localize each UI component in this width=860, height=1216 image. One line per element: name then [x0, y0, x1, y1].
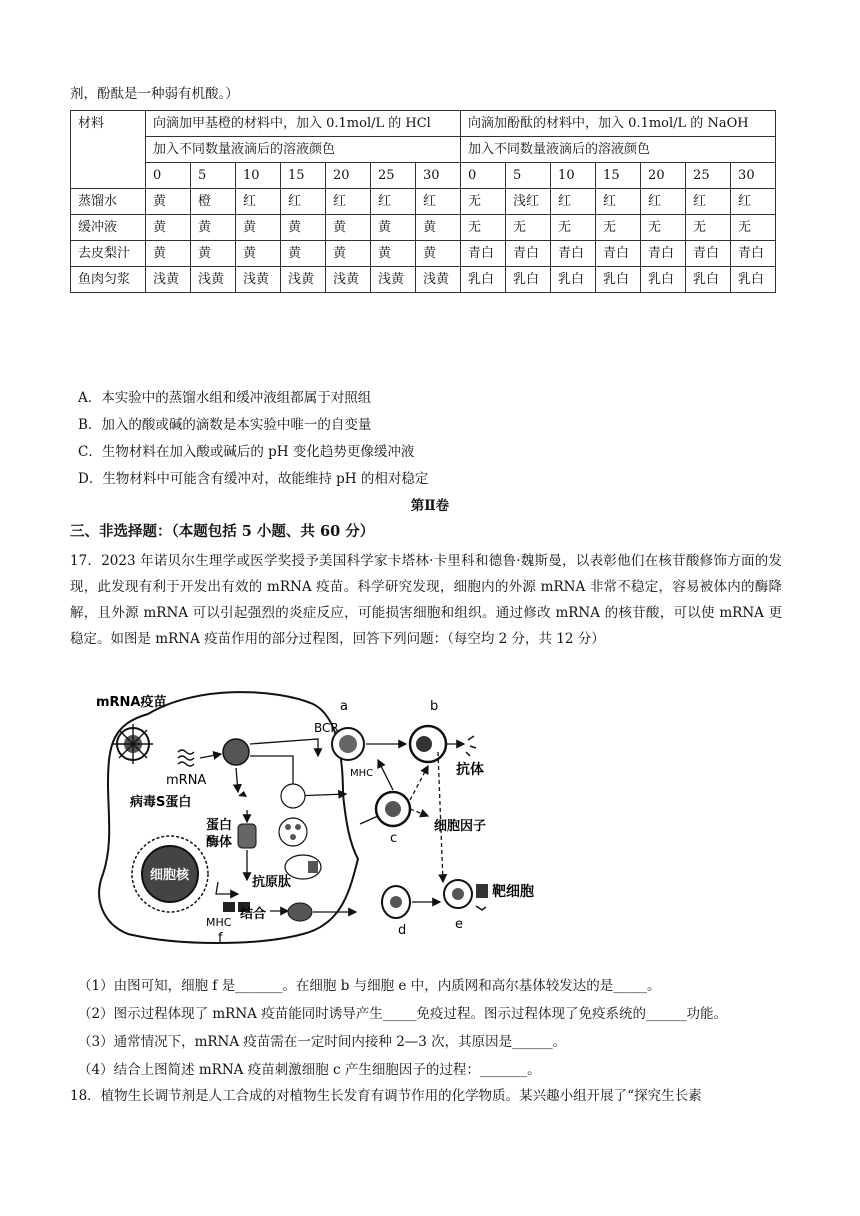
- color-cell: 黄: [416, 241, 461, 267]
- color-cell: 无: [461, 189, 506, 215]
- section-title: 三、非选择题：（本题包括 5 小题、共 60 分）: [70, 523, 375, 540]
- sub-question-3: （3）通常情况下，mRNA 疫苗需在一定时间内接种 2—3 次，其原因是______。: [78, 1034, 567, 1050]
- cytokine-label: 细胞因子: [434, 819, 487, 834]
- antigen-peptide-label: 抗原肽: [252, 875, 292, 890]
- drops-row: [71, 163, 776, 189]
- cell-e-label: e: [455, 917, 463, 932]
- color-cell: 黄: [281, 241, 326, 267]
- drop-count: 0: [146, 163, 191, 189]
- option-a: A．本实验中的蒸馏水组和缓冲液组都属于对照组: [78, 390, 372, 406]
- color-cell: 青白: [731, 241, 776, 267]
- antibody-label: 抗体: [456, 762, 484, 778]
- color-cell: 青白: [686, 241, 731, 267]
- color-cell: 红: [326, 189, 371, 215]
- question-17-text: 17．2023 年诺贝尔生理学或医学奖授予美国科学家卡塔林·卡里科和德鲁·魏斯曼，以表彰他们在核苷酸修饰方面的发现，此发现有利于开发出有效的 mRNA 疫苗。科学研究发现，细胞内的外源 mRNA 非常不稳定，容易被体内的酶降解，且外源 mRNA 可以引起强烈的炎症反应，可能损害细胞和组织。通过修改 mRNA 的核苷酸，可以使 mRNA 更稳定。如图是 mRNA 疫苗作用的部分过程图，回答下列问题：（每空均 2 分，共 12 分）: [70, 553, 782, 647]
- sub-question-2: （2）图示过程体现了 mRNA 疫苗能同时诱导产生_____免疫过程。图示过程体现了免疫系统的______功能。: [78, 1006, 727, 1022]
- question-18-text: 18．植物生长调节剂是人工合成的对植物生长发育有调节作用的化学物质。某兴趣小组开展了“探究生长素: [70, 1088, 702, 1104]
- volume-title: 第Ⅱ卷: [410, 498, 450, 514]
- target-cell: [476, 884, 488, 898]
- color-cell: 黄: [326, 241, 371, 267]
- color-cell: 红: [686, 189, 731, 215]
- color-cell: 无: [461, 215, 506, 241]
- vaccine-particle: [113, 724, 153, 764]
- color-cell: 黄: [416, 215, 461, 241]
- color-cell: 无: [596, 215, 641, 241]
- s-protein-label: 病毒S蛋白: [130, 795, 192, 810]
- intro-line: 剂，酚酞是一种弱有机酸。）: [70, 86, 239, 102]
- color-cell: 乳白: [641, 267, 686, 293]
- color-cell: 无: [506, 215, 551, 241]
- cell-f-label: f: [218, 931, 223, 944]
- table-row: [71, 241, 776, 267]
- color-cell: 无: [641, 215, 686, 241]
- material-header: 材料: [71, 111, 146, 189]
- material-name: 缓冲液: [71, 215, 146, 241]
- color-cell: 乳白: [731, 267, 776, 293]
- color-cell: 红: [236, 189, 281, 215]
- color-cell: 黄: [236, 215, 281, 241]
- vaccine-label: mRNA疫苗: [96, 695, 167, 710]
- table-row: [71, 215, 776, 241]
- group-a-title: 向滴加甲基橙的材料中，加入 0.1mol/L 的 HCl: [146, 111, 461, 137]
- material-name: 蒸馏水: [71, 189, 146, 215]
- drop-count: 30: [416, 163, 461, 189]
- drop-count: 10: [551, 163, 596, 189]
- mhc-label-f: MHC: [206, 916, 232, 929]
- proteasome-label-1: 蛋白: [206, 818, 233, 833]
- drop-count: 5: [506, 163, 551, 189]
- mrna-vaccine-diagram: [88, 684, 618, 944]
- color-cell: 青白: [551, 241, 596, 267]
- color-cell: 红: [551, 189, 596, 215]
- color-cell: 红: [641, 189, 686, 215]
- cell-b-label: b: [430, 699, 439, 714]
- color-cell: 黄: [281, 215, 326, 241]
- drop-count: 20: [641, 163, 686, 189]
- mrna-label: mRNA: [166, 773, 207, 788]
- color-cell: 浅黄: [191, 267, 236, 293]
- group-b-title: 向滴加酚酞的材料中，加入 0.1mol/L 的 NaOH: [461, 111, 776, 137]
- drop-count: 25: [371, 163, 416, 189]
- color-cell: 黄: [371, 241, 416, 267]
- color-cell: 乳白: [686, 267, 731, 293]
- cell-d-label: d: [398, 923, 407, 938]
- bcr-label: BCR: [314, 721, 339, 735]
- drop-count: 10: [236, 163, 281, 189]
- color-cell: 浅黄: [371, 267, 416, 293]
- color-cell: 黄: [191, 241, 236, 267]
- nucleus-label: 细胞核: [150, 868, 190, 883]
- color-cell: 黄: [236, 241, 281, 267]
- target-cell-label: 靶细胞: [492, 884, 534, 900]
- combine-label: 结合: [240, 907, 267, 922]
- indicator-table: [70, 110, 776, 293]
- color-cell: 红: [731, 189, 776, 215]
- proteasome-label-2: 酶体: [206, 835, 233, 850]
- color-cell: 浅黄: [326, 267, 371, 293]
- color-cell: 青白: [461, 241, 506, 267]
- group-b-sub: 加入不同数量液滴后的溶液颜色: [461, 137, 776, 163]
- color-cell: 红: [416, 189, 461, 215]
- color-cell: 黄: [146, 241, 191, 267]
- color-cell: 橙: [191, 189, 236, 215]
- color-cell: 黄: [146, 189, 191, 215]
- option-c: C．生物材料在加入酸或碱后的 pH 变化趋势更像缓冲液: [78, 444, 415, 460]
- drop-count: 25: [686, 163, 731, 189]
- option-d: D．生物材料中可能含有缓冲对，故能维持 pH 的相对稳定: [78, 471, 429, 487]
- color-cell: 青白: [596, 241, 641, 267]
- color-cell: 浅黄: [236, 267, 281, 293]
- sub-question-1: （1）由图可知，细胞 f 是_______。在细胞 b 与细胞 e 中，内质网和高尔基体较发达的是_____。: [78, 978, 661, 994]
- color-cell: 青白: [506, 241, 551, 267]
- drop-count: 30: [731, 163, 776, 189]
- mhc-label-a: MHC: [350, 768, 374, 779]
- drop-count: 15: [281, 163, 326, 189]
- color-cell: 红: [371, 189, 416, 215]
- option-b: B．加入的酸或碱的滴数是本实验中唯一的自变量: [78, 417, 372, 433]
- color-cell: 青白: [641, 241, 686, 267]
- color-cell: 黄: [146, 215, 191, 241]
- color-cell: 无: [686, 215, 731, 241]
- color-cell: 浅黄: [146, 267, 191, 293]
- cell-a-label: a: [340, 699, 348, 714]
- color-cell: 黄: [326, 215, 371, 241]
- color-cell: 黄: [191, 215, 236, 241]
- color-cell: 无: [551, 215, 596, 241]
- color-cell: 黄: [371, 215, 416, 241]
- color-cell: 乳白: [596, 267, 641, 293]
- table-row: [71, 267, 776, 293]
- color-cell: 乳白: [506, 267, 551, 293]
- color-cell: 浅黄: [416, 267, 461, 293]
- group-a-sub: 加入不同数量液滴后的溶液颜色: [146, 137, 461, 163]
- color-cell: 浅黄: [281, 267, 326, 293]
- color-cell: 乳白: [551, 267, 596, 293]
- drop-count: 20: [326, 163, 371, 189]
- drop-count: 15: [596, 163, 641, 189]
- ribosome: [223, 739, 249, 765]
- proteasome: [238, 824, 256, 848]
- color-cell: 浅红: [506, 189, 551, 215]
- material-name: 去皮梨汁: [71, 241, 146, 267]
- sub-question-4: （4）结合上图简述 mRNA 疫苗刺激细胞 c 产生细胞因子的过程：_______。: [78, 1062, 541, 1078]
- color-cell: 红: [596, 189, 641, 215]
- color-cell: 红: [281, 189, 326, 215]
- drop-count: 0: [461, 163, 506, 189]
- cell-c-label: c: [390, 831, 398, 846]
- table-row: [71, 189, 776, 215]
- color-cell: 无: [731, 215, 776, 241]
- color-cell: 乳白: [461, 267, 506, 293]
- drop-count: 5: [191, 163, 236, 189]
- material-name: 鱼肉匀浆: [71, 267, 146, 293]
